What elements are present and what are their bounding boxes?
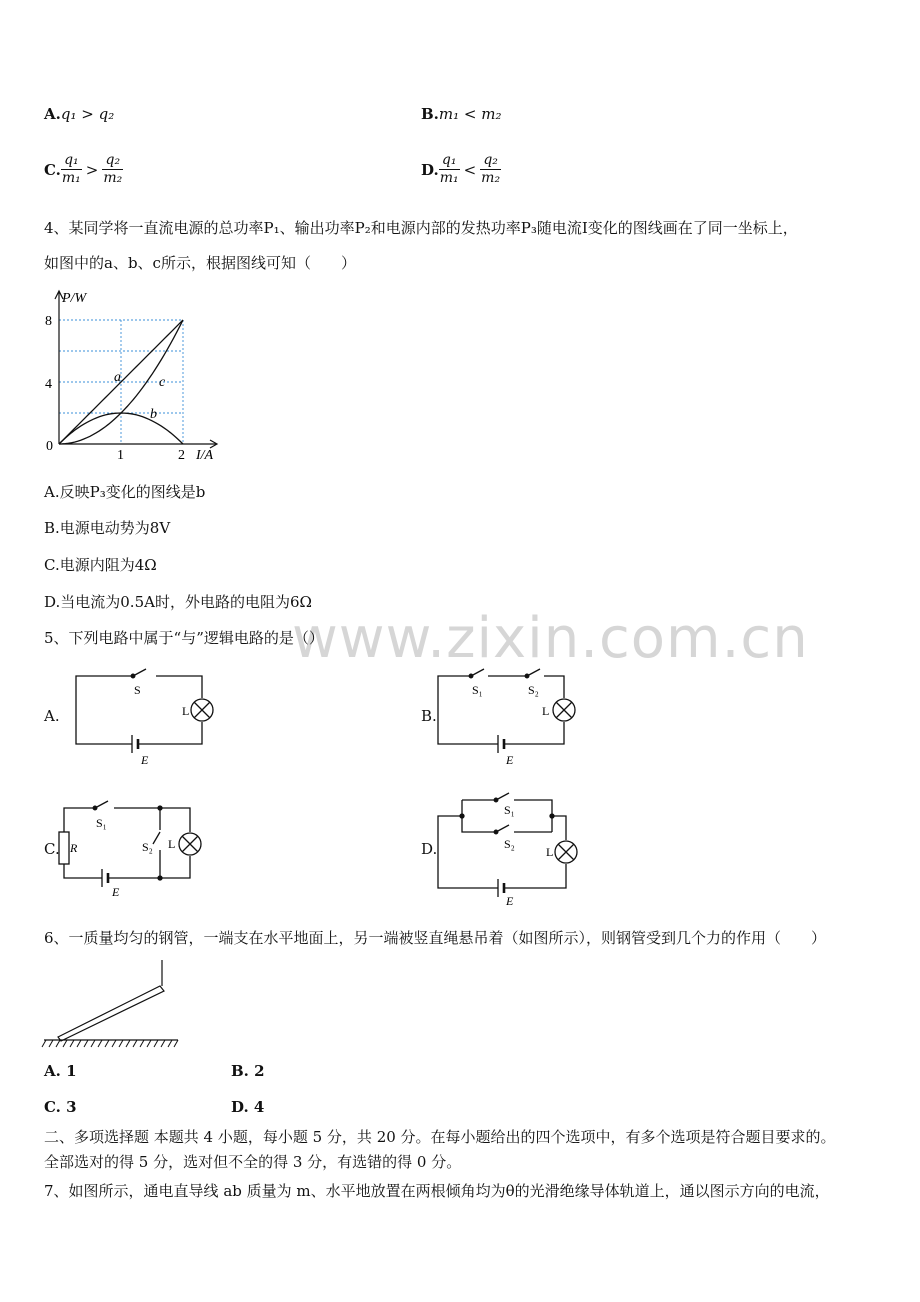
watermark: www.zixin.com.cn — [292, 606, 809, 671]
q4-stem-line2: 如图中的a、b、c所示，根据图线可知（ ） — [44, 254, 356, 272]
numerator: q₂ — [102, 152, 123, 170]
label-s2: S₂ — [504, 837, 515, 851]
denominator: m₂ — [481, 170, 501, 186]
denominator: m₁ — [61, 170, 81, 186]
q5-label-c[interactable]: C. — [44, 840, 60, 858]
label-r: R — [70, 841, 78, 855]
numerator: q₁ — [439, 152, 460, 170]
y-axis-label: P/W — [62, 291, 87, 306]
q3-option-d[interactable] — [421, 152, 501, 187]
q4-stem-line1: 4、某同学将一直流电源的总功率P₁、输出功率P₂和电源内部的发热功率P₃随电流I变化的图线画在了同一坐标上， — [44, 219, 798, 237]
curve-label-b: b — [150, 407, 157, 422]
label-l: L — [542, 704, 550, 718]
q3-option-c-label: C. — [44, 160, 61, 179]
q6-stem: 6、一质量均匀的钢管，一端支在水平地面上，另一端被竖直绳悬吊着（如图所示），则钢管受到几个力的作用（ ） — [44, 929, 827, 947]
x-tick-2: 2 — [178, 448, 185, 463]
q6-option-d[interactable]: D. 4 — [231, 1098, 265, 1116]
q5-label-d[interactable]: D. — [421, 840, 438, 858]
operator: > — [85, 160, 99, 179]
q5-circuit-c — [54, 796, 219, 902]
numerator: q₂ — [480, 152, 501, 170]
q4-option-b[interactable]: B.电源电动势为8V — [44, 519, 171, 537]
q5-circuit-b — [432, 664, 582, 768]
y-tick-4: 4 — [45, 377, 52, 392]
q3-option-a-expr: q₁ > q₂ — [60, 105, 115, 123]
q3-option-d-label: D. — [421, 160, 439, 179]
label-s: S — [134, 683, 141, 697]
x-axis-label: I/A — [196, 448, 214, 463]
numerator: q₁ — [61, 152, 82, 170]
label-e: E — [112, 885, 120, 899]
label-s1: S₁ — [96, 816, 107, 830]
q3-option-b[interactable] — [421, 104, 501, 124]
q4-option-d[interactable]: D.当电流为0.5A时，外电路的电阻为6Ω — [44, 593, 312, 611]
x-tick-1: 1 — [117, 448, 124, 463]
q6-option-c[interactable]: C. 3 — [44, 1098, 77, 1116]
label-l: L — [182, 704, 190, 718]
label-s2: S₂ — [528, 683, 539, 697]
q6-option-b[interactable]: B. 2 — [231, 1062, 265, 1080]
label-s1: S₁ — [472, 683, 483, 697]
q5-label-a[interactable]: A. — [44, 707, 60, 725]
label-e: E — [141, 753, 149, 767]
label-l: L — [546, 845, 554, 859]
q4-option-c[interactable]: C.电源内阻为4Ω — [44, 556, 157, 574]
q3-option-b-label: B. — [421, 105, 439, 123]
q3-option-a-label: A. — [44, 105, 61, 123]
operator: < — [463, 160, 477, 179]
q3-option-b-expr: m₁ < m₂ — [438, 105, 502, 123]
label-s1: S₁ — [504, 803, 515, 817]
label-l: L — [168, 837, 176, 851]
denominator: m₁ — [439, 170, 459, 186]
curve-label-c: c — [159, 375, 166, 390]
q5-circuit-a — [70, 664, 220, 768]
y-tick-0: 0 — [46, 439, 53, 454]
section2-line2: 全部选对的得 5 分，选对但不全的得 3 分，有选错的得 0 分。 — [44, 1153, 462, 1171]
q6-steel-pipe-figure — [40, 958, 190, 1050]
steel-pipe — [58, 986, 164, 1041]
y-tick-8: 8 — [45, 314, 52, 329]
resistor — [59, 832, 69, 864]
fraction — [102, 152, 123, 187]
q3-option-c[interactable] — [44, 152, 123, 187]
q5-label-b[interactable]: B. — [421, 707, 437, 725]
denominator: m₂ — [103, 170, 123, 186]
label-e: E — [506, 753, 514, 767]
label-s2: S₂ — [142, 840, 153, 854]
fraction — [480, 152, 501, 187]
q5-stem: 5、下列电路中属于“与”逻辑电路的是（） — [44, 629, 324, 647]
label-e: E — [506, 894, 514, 908]
q6-option-a[interactable]: A. 1 — [44, 1062, 77, 1080]
q4-power-graph — [38, 284, 228, 464]
q4-option-a[interactable]: A.反映P₃变化的图线是b — [44, 483, 206, 501]
q5-circuit-d — [432, 790, 582, 908]
fraction — [439, 152, 460, 187]
section2-line1: 二、多项选择题 本题共 4 小题，每小题 5 分，共 20 分。在每小题给出的四个选项中，有多个选项是符合题目要求的。 — [44, 1128, 836, 1146]
curve-label-a: a — [114, 370, 121, 385]
q3-option-a[interactable] — [44, 104, 114, 124]
q7-stem: 7、如图所示，通电直导线 ab 质量为 m、水平地放置在两根倾角均为θ的光滑绝缘导体轨道上，通以图示方向的电流， — [44, 1182, 830, 1200]
fraction — [61, 152, 82, 187]
ground-hatching — [42, 1040, 178, 1047]
